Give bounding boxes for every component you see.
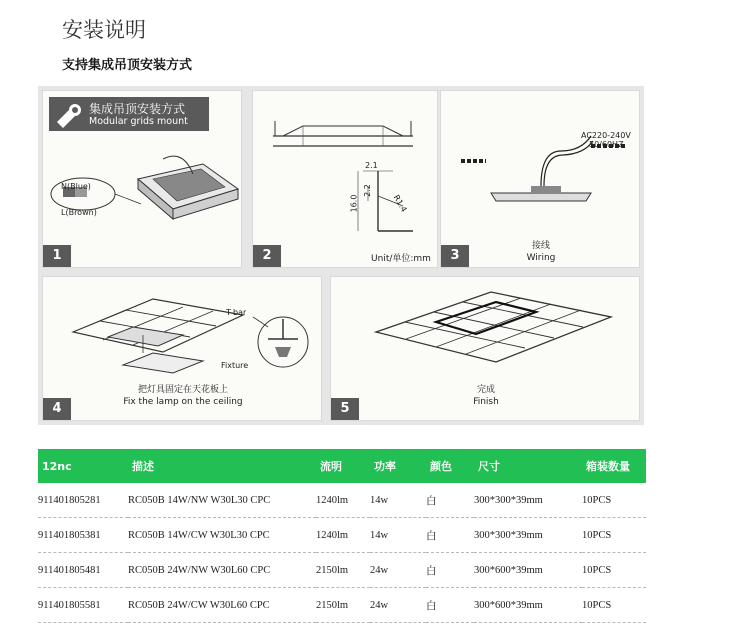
table-cell: 10PCS: [582, 553, 646, 588]
panel-3: [440, 90, 640, 268]
page-subtitle: 支持集成吊顶安装方式: [62, 58, 193, 73]
table-cell: 白: [426, 588, 474, 623]
table-cell: 911401805381: [38, 518, 128, 553]
table-row: [38, 588, 646, 623]
panel-1: [42, 90, 242, 268]
panel-number: 3: [441, 245, 469, 267]
voltage-label: AC220-240V: [581, 131, 631, 140]
table-cell: 911401805281: [38, 483, 128, 518]
wire-n-label: N(Blue): [61, 182, 91, 191]
table-cell: 2150lm: [316, 553, 370, 588]
column-header: 颜色: [426, 449, 474, 483]
table-row: [38, 518, 646, 553]
table-cell: 2150lm: [316, 588, 370, 623]
column-header: 描述: [128, 449, 316, 483]
table-cell: 10PCS: [582, 518, 646, 553]
fix-caption-en: Fix the lamp on the ceiling: [123, 397, 243, 407]
table-cell: 300*600*39mm: [474, 588, 582, 623]
finish-caption-zh: 完成: [476, 385, 495, 395]
column-header: 功率: [370, 449, 426, 483]
finish-caption-en: Finish: [473, 397, 499, 407]
wiring-caption-zh: 接线: [531, 241, 550, 251]
page-title: 安装说明: [62, 18, 146, 42]
table-cell: 911401805581: [38, 588, 128, 623]
table-cell: RC050B 14W/NW W30L30 CPC: [128, 483, 316, 518]
table-cell: 白: [426, 553, 474, 588]
table-row: [38, 553, 646, 588]
dim-160: 16.0: [349, 194, 359, 213]
tbar-label: T-bar: [226, 308, 247, 317]
product-spec-table: [38, 449, 646, 623]
finish-grid-drawing: [331, 277, 641, 397]
table-cell: RC050B 24W/NW W30L60 CPC: [128, 553, 316, 588]
table-cell: 24w: [370, 553, 426, 588]
table-cell: 1240lm: [316, 518, 370, 553]
panel-2: [252, 90, 438, 268]
table-cell: 300*300*39mm: [474, 483, 582, 518]
dim-21: 2.1: [365, 161, 378, 170]
table-cell: 10PCS: [582, 588, 646, 623]
badge-zh: 集成吊顶安装方式: [89, 102, 186, 116]
wire-l-label: L(Brown): [61, 208, 97, 217]
wiring-drawing: [441, 91, 641, 241]
fix-caption-zh: 把灯具固定在天花板上: [137, 385, 228, 395]
profile-dimension-drawing: [253, 91, 439, 241]
fixture-label: Fixture: [221, 361, 249, 370]
installation-diagram: [38, 86, 644, 425]
table-cell: 911401805481: [38, 553, 128, 588]
panel-number: 1: [43, 245, 71, 267]
column-header: 箱装数量: [582, 449, 646, 483]
table-cell: 白: [426, 518, 474, 553]
table-cell: 1240lm: [316, 483, 370, 518]
table-cell: 24w: [370, 588, 426, 623]
panel-number: 2: [253, 245, 281, 267]
panel-5: [330, 276, 640, 421]
table-cell: RC050B 14W/CW W30L30 CPC: [128, 518, 316, 553]
panel-number: 4: [43, 398, 71, 420]
table-cell: 10PCS: [582, 483, 646, 518]
unit-caption: Unit/单位:mm: [371, 254, 431, 264]
table-header-row: [38, 449, 646, 483]
wiring-caption-en: Wiring: [526, 253, 556, 263]
dim-r14: R1.4: [391, 193, 409, 214]
table-cell: 300*600*39mm: [474, 553, 582, 588]
table-cell: 14w: [370, 518, 426, 553]
ceiling-install-drawing: [43, 277, 323, 397]
column-header: 12nc: [38, 449, 128, 483]
panel-number: 5: [331, 398, 359, 420]
column-header: 流明: [316, 449, 370, 483]
table-cell: RC050B 24W/CW W30L60 CPC: [128, 588, 316, 623]
luminaire-wiring-drawing: [43, 119, 243, 269]
dim-22: 2.2: [362, 184, 372, 197]
table-cell: 300*300*39mm: [474, 518, 582, 553]
table-row: [38, 483, 646, 518]
table-cell: 白: [426, 483, 474, 518]
badge-en: Modular grids mount: [89, 116, 188, 127]
table-cell: 14w: [370, 483, 426, 518]
panel-4: [42, 276, 322, 421]
frequency-label: 50/60HZ: [589, 140, 624, 149]
column-header: 尺寸: [474, 449, 582, 483]
